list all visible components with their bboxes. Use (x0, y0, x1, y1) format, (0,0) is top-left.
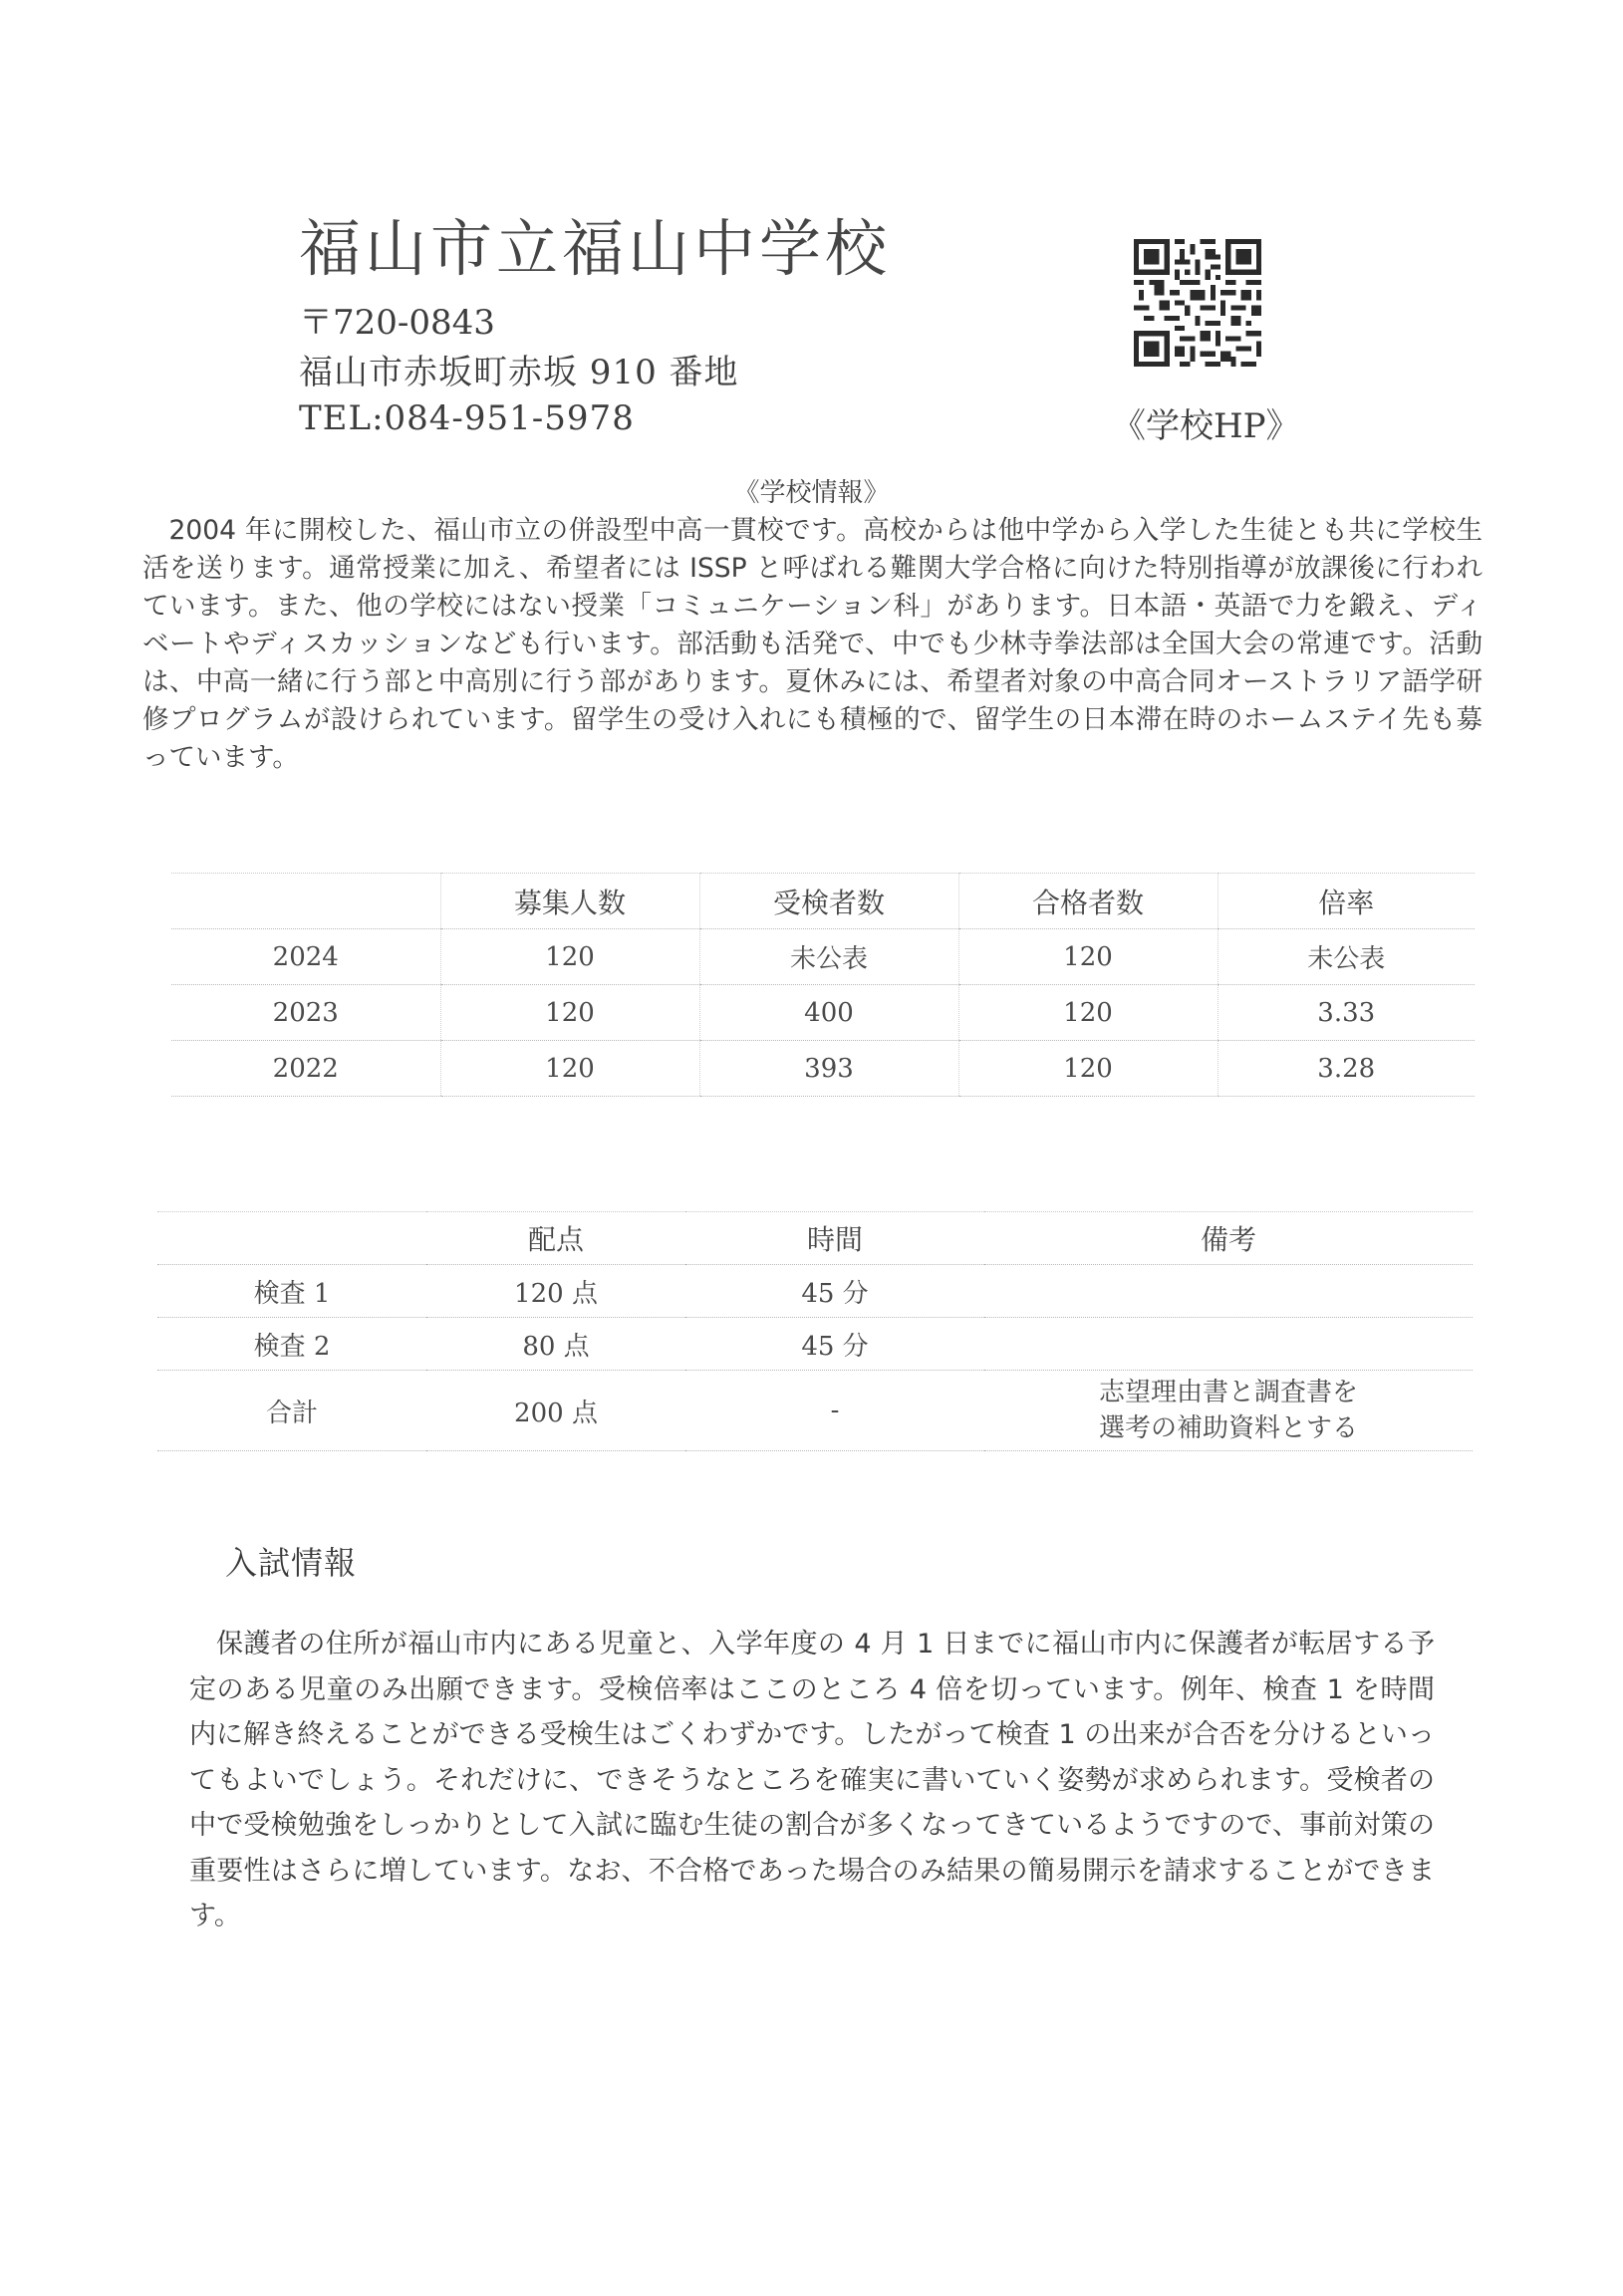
table-cell: 検査 1 (157, 1265, 426, 1318)
table-cell (984, 1318, 1473, 1371)
table-header-cell: 募集人数 (440, 874, 699, 929)
table-cell: 3.33 (1217, 985, 1475, 1041)
remark-cell (984, 1371, 1473, 1451)
table-cell: 3.28 (1217, 1041, 1475, 1097)
table-cell: 393 (699, 1041, 958, 1097)
table-row (171, 929, 1475, 985)
table-cell: 120 (440, 929, 699, 985)
qr-caption: 《学校HP》 (1112, 406, 1300, 446)
school-info-title: 《学校情報》 (733, 478, 890, 508)
table-cell: 未公表 (699, 929, 958, 985)
table-cell: - (685, 1371, 984, 1451)
table-cell: 検査 2 (157, 1318, 426, 1371)
table-cell: 未公表 (1217, 929, 1475, 985)
table-header-cell: 合格者数 (958, 874, 1217, 929)
postal-code: 〒720-0843 (299, 303, 495, 343)
entrance-info-heading: 入試情報 (225, 1544, 358, 1582)
table-cell: 120 (958, 929, 1217, 985)
table-cell: 45 分 (685, 1265, 984, 1318)
remark-line: 志望理由書と調査書を (1098, 1378, 1358, 1407)
table-header-row (157, 1212, 1473, 1265)
table-cell: 45 分 (685, 1318, 984, 1371)
entrance-info-body: 保護者の住所が福山市内にある児童と、入学年度の 4 月 1 日までに福山市内に保護者が転居する予定のある児童のみ出願できます。受検倍率はここのところ 4 倍を切っています。例年、検査 1 を時間内に解き終えることができる受検生はごくわずかです。したがって検査 1 の出来が合否を分けるといってもよいでしょう。それだけに、できそうなところを確実に書いていく姿勢が求められます。受検者の中で受検勉強をしっかりとして入試に臨む生徒の割合が多くなってきているようですので、事前対策の重要性はさらに増しています。なお、不合格であった場合のみ結果の簡易開示を請求することができます。 (189, 1629, 1435, 1931)
table-cell: 2022 (171, 1041, 440, 1097)
table-cell: 120 (958, 1041, 1217, 1097)
table-cell: 2023 (171, 985, 440, 1041)
table-header-cell: 倍率 (1217, 874, 1475, 929)
table-row (157, 1318, 1473, 1371)
table-cell: 120 (440, 985, 699, 1041)
table-header-cell (157, 1212, 426, 1265)
table-cell: 400 (699, 985, 958, 1041)
table-cell (984, 1265, 1473, 1318)
street-address: 福山市赤坂町赤坂 910 番地 (299, 353, 739, 392)
table-row (157, 1265, 1473, 1318)
table-cell: 2024 (171, 929, 440, 985)
qr-code-icon[interactable] (1134, 239, 1261, 367)
school-name: 福山市立福山中学校 (299, 212, 892, 285)
remark-line: 選考の補助資料とする (1098, 1413, 1358, 1443)
exam-structure-table (157, 1211, 1473, 1451)
telephone: TEL:084-951-5978 (299, 398, 635, 438)
school-info-body: 2004 年に開校した、福山市立の併設型中高一貫校です。高校からは他中学から入学した生徒とも共に学校生活を送ります。通常授業に加え、希望者には ISSP と呼ばれる難関大学合格に向けた特別指導が放課後に行われています。また、他の学校にはない授業「コミュニケーション科」があります。日本語・英語で力を鍛え、ディベートやディスカッションなども行います。部活動も活発で、中でも少林寺拳法部は全国大会の常連です。活動は、中高一緒に行う部と中高別に行う部があります。夏休みには、希望者対象の中高合同オーストラリア語学研修プログラムが設けられています。留学生の受け入れにも積極的で、留学生の日本滞在時のホームステイ先も募っています。 (142, 515, 1483, 773)
table-row (171, 985, 1475, 1041)
table-cell: 80 点 (426, 1318, 685, 1371)
admission-stats-table (171, 873, 1475, 1097)
table-header-cell: 備考 (984, 1212, 1473, 1265)
table-cell: 120 (958, 985, 1217, 1041)
table-row (171, 1041, 1475, 1097)
table-cell: 200 点 (426, 1371, 685, 1451)
table-header-cell: 受検者数 (699, 874, 958, 929)
table-header-cell: 時間 (685, 1212, 984, 1265)
table-row (157, 1371, 1473, 1451)
table-cell: 合計 (157, 1371, 426, 1451)
table-cell: 120 (440, 1041, 699, 1097)
table-header-cell: 配点 (426, 1212, 685, 1265)
table-header-row (171, 874, 1475, 929)
table-header-cell (171, 874, 440, 929)
table-cell: 120 点 (426, 1265, 685, 1318)
